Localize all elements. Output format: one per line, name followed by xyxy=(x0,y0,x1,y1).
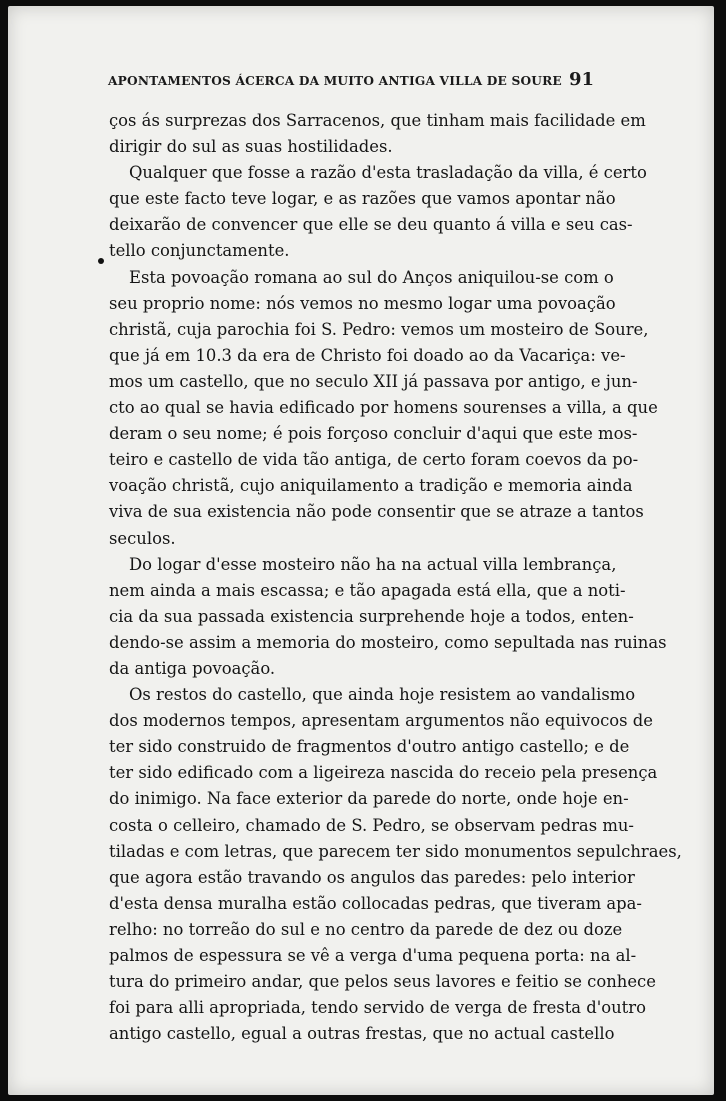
text-line: antigo castello, egual a outras frestas, que no actual castello xyxy=(109,1024,615,1044)
text-line: Esta povoação romana ao sul do Anços aniquilou-se com o xyxy=(129,267,614,287)
page-header xyxy=(108,70,594,92)
text-line: mos um castello, que no seculo XII já passava por antigo, e jun- xyxy=(109,371,638,391)
text-line: tello conjunctamente. xyxy=(109,241,290,261)
text-line: costa o celleiro, chamado de S. Pedro, se observam pedras mu- xyxy=(109,815,634,835)
text-line: foi para alli apropriada, tendo servido de verga de fresta d'outro xyxy=(109,998,646,1018)
page-number: 91 xyxy=(568,69,594,90)
text-line: ços ás surprezas dos Sarracenos, que tinham mais facilidade em xyxy=(109,111,646,130)
margin-dot-mark xyxy=(98,258,104,264)
text-line: seculos. xyxy=(109,528,176,548)
text-line: nem ainda a mais escassa; e tão apagada está ella, que a noti- xyxy=(109,580,626,600)
text-line: que já em 10.3 da era de Christo foi doado ao da Vacariça: ve- xyxy=(109,345,626,365)
text-line: relho: no torreão do sul e no centro da parede de dez ou doze xyxy=(109,919,623,939)
text-line: d'esta densa muralha estão collocadas pedras, que tiveram apa- xyxy=(109,893,642,913)
text-line: deixarão de convencer que elle se deu quanto á villa e seu cas- xyxy=(109,215,633,235)
text-line: voação christã, cujo aniquilamento a tradição e memoria ainda xyxy=(109,476,633,496)
text-line: que agora estão travando os angulos das paredes: pelo interior xyxy=(109,867,635,887)
text-line: dendo-se assim a memoria do mosteiro, como sepultada nas ruinas xyxy=(109,632,667,652)
text-line: da antiga povoação. xyxy=(109,658,276,678)
text-line: viva de sua existencia não pode consentir que se atraze a tantos xyxy=(109,502,644,522)
text-line: teiro e castello de vida tão antiga, de certo foram coevos da po- xyxy=(109,450,639,470)
text-line: deram o seu nome; é pois forçoso concluir d'aqui que este mos- xyxy=(109,424,638,444)
text-line: palmos de espessura se vê a verga d'uma pequena porta: na al- xyxy=(109,946,637,965)
text-line: tura do primeiro andar, que pelos seus lavores e feitio se conhece xyxy=(109,972,656,992)
text-line: christã, cuja parochia foi S. Pedro: vemos um mosteiro de Soure, xyxy=(109,319,649,339)
text-line: Do logar d'esse mosteiro não ha na actual villa lembrança, xyxy=(129,554,617,574)
body-text xyxy=(109,108,682,1047)
text-line: seu proprio nome: nós vemos no mesmo logar uma povoação xyxy=(109,293,616,313)
text-line: ter sido edificado com a ligeireza nascida do receio pela presença xyxy=(109,763,658,783)
text-line: Qualquer que fosse a razão d'esta trasladação da villa, é certo xyxy=(129,163,647,183)
text-line: cia da sua passada existencia surprehende hoje a todos, enten- xyxy=(109,606,634,626)
text-line: ter sido construido de fragmentos d'outro antigo castello; e de xyxy=(109,737,630,757)
text-line: que este facto teve logar, e as razões que vamos apontar não xyxy=(109,189,616,209)
running-title: APONTAMENTOS ÁCERCA DA MUITO ANTIGA VILLA DE SOURE xyxy=(108,74,562,88)
text-line: dos modernos tempos, apresentam argumentos não equivocos de xyxy=(109,711,653,731)
text-line: tiladas e com letras, que parecem ter sido monumentos sepulchraes, xyxy=(109,841,682,861)
text-line: Os restos do castello, que ainda hoje resistem ao vandalismo xyxy=(129,685,636,705)
text-line: cto ao qual se havia edificado por homens sourenses a villa, a que xyxy=(109,398,658,418)
text-line: dirigir do sul as suas hostilidades. xyxy=(109,137,393,157)
text-line: do inimigo. Na face exterior da parede do norte, onde hoje en- xyxy=(109,789,629,809)
